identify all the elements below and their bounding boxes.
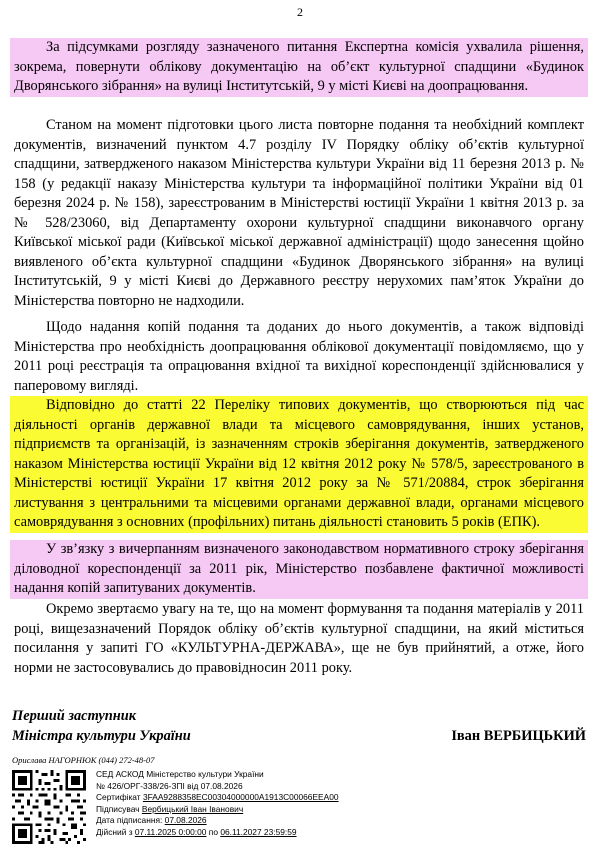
ecp-certificate-value: 3FAA9288358EC00304000000A1913C00066EEA00 [142,792,339,803]
paragraph-status: Станом на момент підготовки цього листа повторне подання та необхідний комплект документів, визначений пунктом 4.7 розділу IV Порядку обліку об’єктів культурної спадщини, затвердженого наказом Міністерства культури України від 11 березня 2013 р. № 158 (у редакції наказу Міністерства культури та інформаційної політики України від 01 березня 2024 р. № 158), зареєстрованим в Міністерстві юстиції України 1 квітня 2013 р. за № 528/23060, від Департаменту охорони культурної спадщини виконавчого органу Київської міської ради (Київської міської державної адміністрації) щодо занесення щойно виявленого об’єкта культурної спадщини «Будинок Дворянського зібрання» на вулиці Інститутській, 9 у місті Києві до Державного реєстру нерухомих пам’яток України до Міністерства повторно не надходили. [14,117,584,309]
paragraph-commission-decision: За підсумками розгляду зазначеного питання Експертна комісія ухвалила рішення, зокрема, повернути облікову документацію на об’єкт культурної спадщини «Будинок Дворянського зібрання» на вулиці Інститутській, 9 у місті Києві на доопрацювання. [10,38,588,97]
ecp-signer-row [96,804,339,816]
qr-code-icon [12,770,86,844]
ecp-validity-row [96,827,339,839]
paragraph-copies: Щодо надання копій подання та доданих до нього документів, а також відповіді Міністерства про необхідність доопрацювання облікової документації повідомляємо, що у 2011 році реєстрація та опрацювання вхідної та вихідної кореспонденції здійснювалися у паперовому вигляді. [14,319,584,394]
signatory-title-line2: Міністра культури України [12,728,191,744]
ecp-date-label: Дата підписання: [96,815,163,826]
ecp-date-row [96,815,339,827]
e-signature-stamp [96,769,339,839]
ecp-signer-label: Підписувач [96,803,140,814]
ecp-certificate-label: Сертифікат [96,792,141,803]
ecp-document-number: № 426/ОРГ-338/26-ЗПІ від 07.08.2026 [96,780,243,791]
executor-contact: Орислава НАГОРНЮК (044) 272-48-07 [12,755,155,765]
ecp-system-line: СЕД АСКОД Міністерство культури України [96,769,264,779]
ecp-valid-to: 06.11.2027 23:59:59 [220,826,297,837]
signatory-title-line1: Перший заступник [12,708,137,724]
paragraph-retention-period: Відповідно до статті 22 Переліку типових документів, що створюються під час діяльності органів державної влади та місцевого самоврядування, інших установ, підприємств та організацій, із зазначенням строків зберігання документів, затвердженого наказом Міністерства юстиції України від 12 квітня 2012 року № 578/5, зареєстрованого в Міністерстві юстиції України 17 квітня 2012 року за № 571/20884, строк зберігання листування з центральними та місцевими органами державної влади, органами місцевого самоврядування з основних (профільних) питань діяльності становить 5 років (ЕПК). [10,396,588,533]
page-number: 2 [297,5,303,19]
ecp-date-value: 07.08.2026 [164,815,207,826]
ecp-valid-from: 07.11.2025 0:00:00 [134,826,207,837]
ecp-certificate-row [96,792,339,804]
ecp-valid-label: Дійсний з [96,826,133,837]
paragraph-note: Окремо звертаємо увагу на те, що на момент формування та подання матеріалів у 2011 році, вищезазначений Порядок обліку об’єктів культурної спадщини, на який міститься посилання у запиті ГО «КУЛЬТУРНА-ДЕРЖАВА», ще не був прийнятий, а отже, його норми не застосовувались до правовідносин 2011 року. [14,601,584,676]
signatory-name: Іван ВЕРБИЦЬКИЙ [451,728,586,744]
ecp-valid-to-label: по [208,826,218,837]
ecp-signer-value: Вербицький Іван Іванович [141,803,244,814]
paragraph-expiry: У зв’язку з вичерпанням визначеного законодавством нормативного строку зберігання діловодної кореспонденції за 2011 рік, Міністерство позбавлене фактичної можливості надання копій запитуваних документів. [10,540,588,599]
